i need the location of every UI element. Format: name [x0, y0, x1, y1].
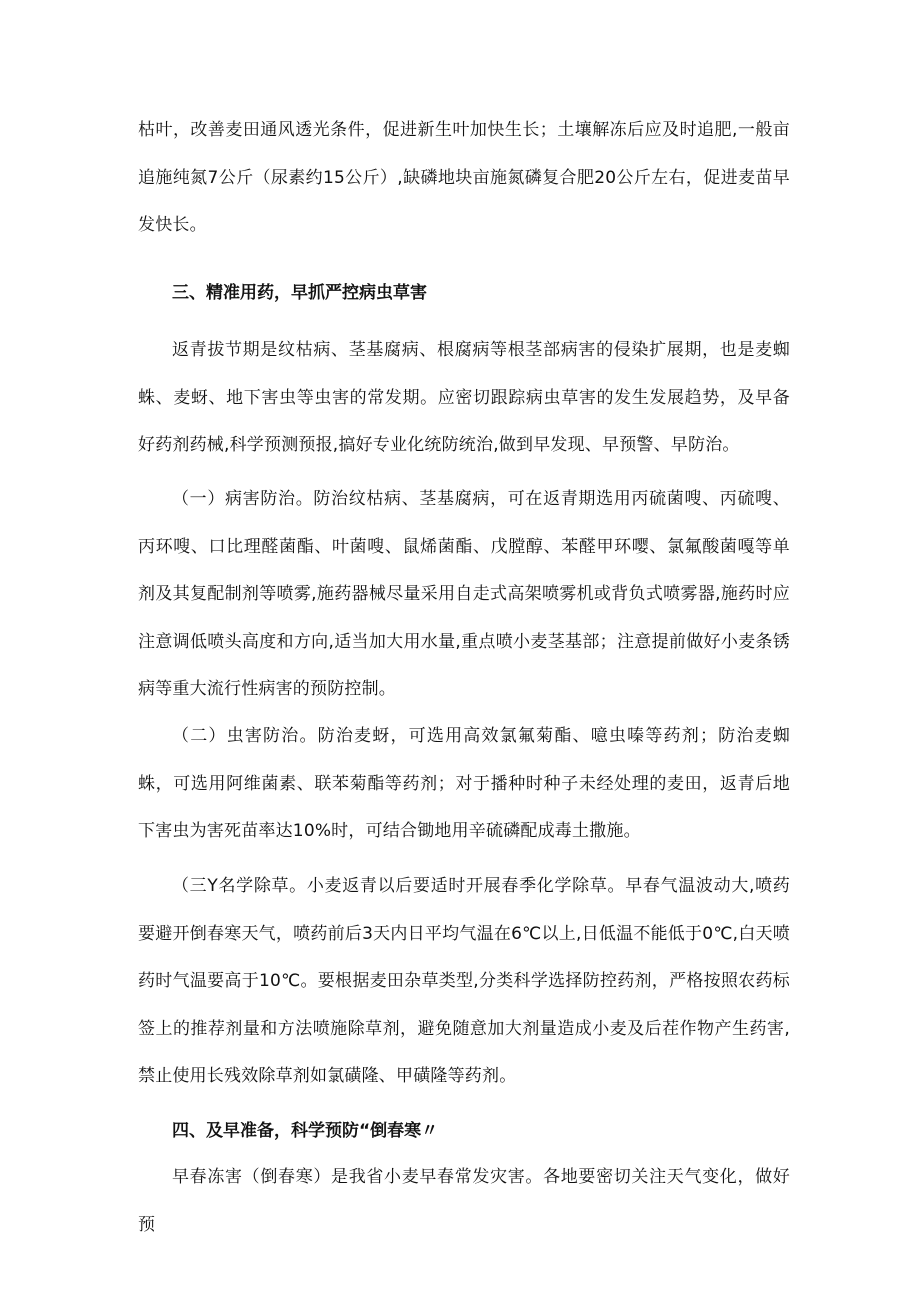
section-4-heading: 四、及早准备，科学预防“倒春寒〃	[172, 1121, 439, 1141]
section-3-intro-paragraph: 返青拔节期是纹枯病、茎基腐病、根腐病等根茎部病害的侵染扩展期，也是麦蜘蛛、麦蚜、地下害虫等虫害的常发期。应密切跟踪病虫草害的发生发展趋势，及早备好药剂药械,科学预测预报,搞好专业化统防统治,做到早发现、早预警、早防治。	[138, 340, 790, 455]
subsection-2-paragraph: （二）虫害防治。防治麦蚜，可选用高效氯氟菊酯、噫虫嗪等药剂；防治麦蜘蛛，可选用阿维菌素、联苯菊酯等药剂；对于播种时种子未经处理的麦田，返青后地下害虫为害死苗率达10%时，可结合锄地用辛硫磷配成毒土撒施。	[138, 726, 790, 841]
subsection-1-paragraph: （一）病害防治。防治纹枯病、茎基腐病，可在返青期选用丙硫菌嗖、丙硫嗖、丙环嗖、口比理醛菌酯、叶菌嗖、鼠烯菌酯、戊膛醇、苯醛甲环嘤、氯氟酸菌嘎等单剂及其复配制剂等喷雾,施药器械尽量采用自走式高架喷雾机或背负式喷雾器,施药时应注意调低喷头高度和方向,适当加大用水量,重点喷小麦茎基部；注意提前做好小麦条锈病等重大流行性病害的预防控制。	[138, 489, 790, 699]
section-3-heading: 三、精准用药，早抓严控病虫草害	[172, 283, 427, 303]
continuation-paragraph: 枯叶，改善麦田通风透光条件，促进新生叶加快生长；土壤解冻后应及时追肥,一般亩追施纯氮7公斤（尿素约15公斤）,缺磷地块亩施氮磷复合肥20公斤左右，促进麦苗早发快长。	[138, 120, 790, 235]
section-4-intro-paragraph: 早春冻害（倒春寒）是我省小麦早春常发灾害。各地要密切关注天气变化，做好预	[138, 1167, 790, 1235]
subsection-3-paragraph: （三Y名学除草。小麦返青以后要适时开展春季化学除草。早春气温波动大,喷药要避开倒春寒天气，喷药前后3天内日平均气温在6℃以上,日低温不能低于0℃,白天喷药时气温要高于10℃。要根据麦田杂草类型,分类科学选择防控药剂，严格按照农药标签上的推荐剂量和方法喷施除草剂，避免随意加大剂量造成小麦及后茬作物产生药害,禁止使用长残效除草剂如氯磺隆、甲磺隆等药剂。	[138, 876, 790, 1086]
